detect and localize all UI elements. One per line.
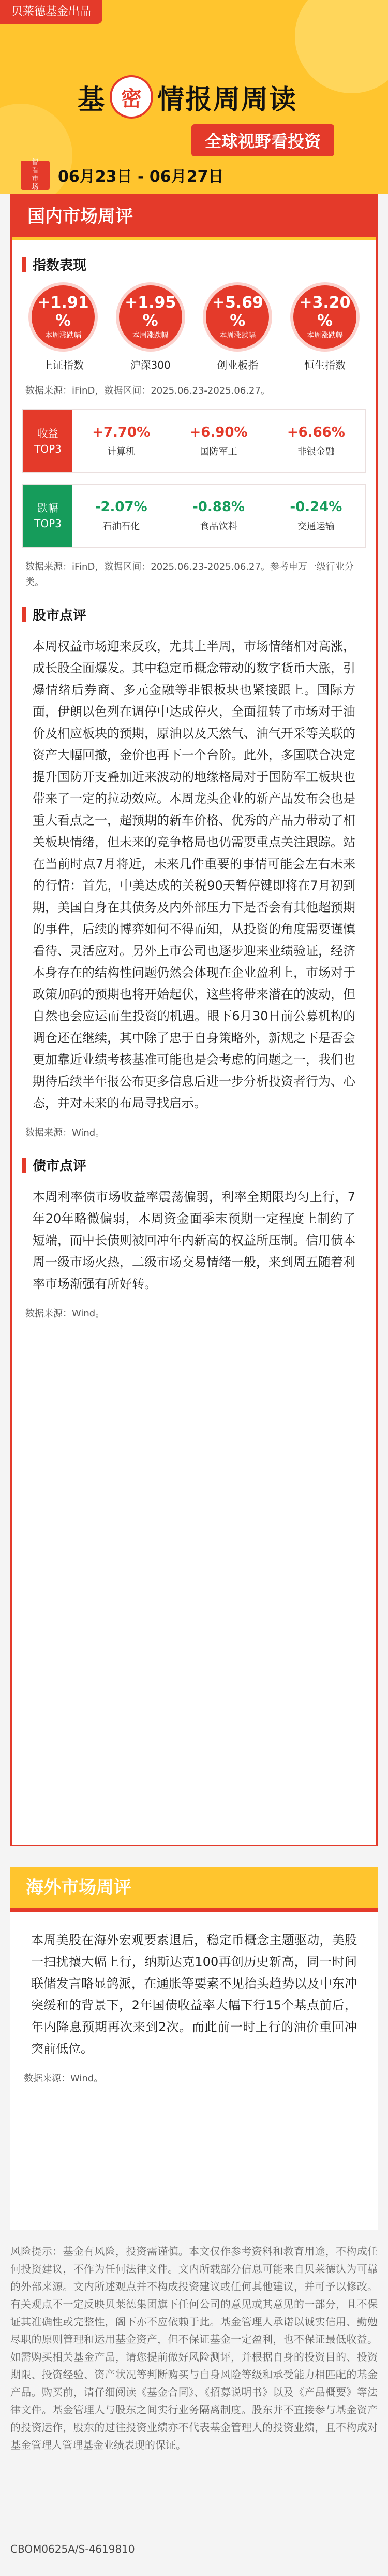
index-item (112, 285, 189, 372)
bond-review-label: 债市点评 (22, 1155, 376, 1175)
overseas-market-section (10, 1867, 378, 2230)
index-row (12, 274, 376, 372)
date-range: 06月23日 - 06月27日 (58, 168, 224, 186)
index-item (199, 285, 276, 372)
bond-source: 数据来源：Wind。 (25, 1308, 105, 1319)
rank-item: -0.88% 食品饮料 (192, 499, 245, 532)
gainers-box (22, 409, 366, 473)
index-circle: +3.20 % 本周涨跌幅 (293, 285, 356, 349)
rank-item: +6.66% 非银金融 (287, 425, 345, 457)
rank-item: +6.90% 国防军工 (189, 425, 248, 457)
rank-item: -2.07% 石油石化 (95, 499, 147, 532)
losers-box (22, 484, 366, 548)
index-circle: +1.95 % 本周涨跌幅 (119, 285, 182, 349)
overseas-review-text: 本周美股在海外宏观要素退后，稳定币概念主题驱动，美股一扫扰攘大幅上行，纳斯达克100再创历史新高，同一时间联储发言略显鸽派，在通胀等要素不见抬头趋势以及中东冲突缓和的背景下，2年国债收益率大幅下行15个基点前后，年内降息预期再次来到2次。而此前一时上行的油价重回冲突前低位。 (31, 1933, 357, 2056)
index-item (286, 285, 364, 372)
calendar-icon: 智 看 市 场 (21, 161, 50, 190)
index-section-label: 指数表现 (22, 255, 376, 274)
index-name: 恒生指数 (304, 359, 346, 371)
index-name: 上证指数 (42, 359, 84, 371)
stock-source: 数据来源：Wind。 (25, 1127, 105, 1138)
decorative-circle (295, 0, 388, 93)
stock-review-label: 股市点评 (22, 605, 376, 624)
header-banner (0, 0, 388, 194)
subtitle: 全球视野看投资 (191, 124, 334, 156)
risk-disclosure: 风险提示：基金有风险，投资需谨慎。本文仅作参考资料和教育用途，不构成任何投资建议，不作为任何法律文件。文内所载部分信息可能来自贝莱德认为可靠的外部来源。文内所述观点并不构成投资建议或任何其他建议，并可予以修改。有关观点不一定反映贝莱德集团旗下任何公司的意见或其意见的一部分，且不保证其准确性或完整性，阁下亦不应依赖于此。基金管理人承诺以诚实信用、勤勉尽职的原则管理和运用基金资产，但不保证基金一定盈利，也不保证最低收益。如需购买相关基金产品，请您提前做好风险测评，并根据自身的投资目的、投资期限、投资经验、资产状况等判断购买与自身风险等级和承受能力相匹配的基金产品。购买前，请仔细阅读《基金合同》、《招募说明书》以及《产品概要》等法律文件。基金管理人与股东之间实行业务隔离制度。股东并不直接参与基金资产的投资运作，股东的过往投资业绩亦不代表基金管理人的投资业绩，且不构成对基金管理人管理基金业绩表现的保证。 (10, 2245, 378, 2451)
title-badge: 密 (110, 75, 153, 119)
index-source: 数据来源：iFinD，数据区间：2025.06.23-2025.06.27。 (25, 385, 270, 396)
stock-review-text: 本周权益市场迎来反攻，尤其上半周，市场情绪相对高涨，成长股全面爆发。其中稳定币概念带动的数字货币大涨，引爆情绪后券商、多元金融等非银板块也紧接跟上。国际方面，伊朗以色列在调停中达成停火，全面扭转了市场对于油价及相应板块的预期，原油以及天然气、油气开采等关联的资产大幅回撤，金价也再下一个台阶。此外，多国联合决定提升国防开支叠加近来波动的地缘格局对于国防军工板块也带来了一定的拉动效应。本周龙头企业的新产品发布会也是重大看点之一，超预期的新车价格、优秀的产品力带动了相关板块情绪，但未来的竞争格局也仍需要重点关注跟踪。站在当前时点7月将近，未来几件重要的事情可能会左右未来的行情：首先，中美达成的关税90天暂停键即将在7月初到期，美国自身在其债务及内外部压力下是否会有其他超预期的事件，后续的博弈如何不得而知，从投资的角度需要谨慎看待、灵活应对。另外上市公司也逐步迎来业绩验证，经济本身存在的结构性问题仍然会体现在企业盈利上，市场对于政策加码的预期也将开始起伏，这些将带来潜在的波动，但自然也会应运而生投资的机遇。眼下6月30日前公募机构的调仓还在继续，其中除了忠于自身策略外，新规之下是否会更加靠近业绩考核基准可能也是会考虑的问题之一，我们也期待后续半年报公布更多信息后进一步分析投资者行为、心态，并对未来的布局寻找启示。 (33, 639, 355, 1110)
page-title (78, 75, 297, 119)
index-circle: +1.91 % 本周涨跌幅 (32, 285, 95, 349)
losers-label: 跌幅 TOP3 (23, 485, 72, 547)
overseas-source: 数据来源：Wind。 (24, 2073, 103, 2084)
section-title: 国内市场周评 (12, 196, 376, 240)
bond-review-text: 本周利率债市场收益率震荡偏弱，利率全期限均匀上行，7年20年略微偏弱，本周资金面季末预期一定程度上制约了短端，而中长债则被回冲年内新高的权益所压制。信用债本周一级市场火热，二级市场交易情绪一般，来到周五随着利率市场渐强有所好转。 (33, 1190, 355, 1291)
title-part-2: 情报周周读 (157, 84, 297, 115)
index-name: 创业板指 (217, 359, 259, 371)
date-row (21, 158, 224, 191)
rank-item: +7.70% 计算机 (92, 425, 151, 457)
rank-item: -0.24% 交通运输 (290, 499, 342, 532)
losers-list (72, 485, 365, 547)
gainers-list (72, 410, 365, 472)
index-name: 沪深300 (130, 359, 171, 371)
compliance-code: CBOM0625A/S-4619810 (10, 2543, 135, 2555)
gainers-label: 收益 TOP3 (23, 410, 72, 472)
section-title: 海外市场周评 (10, 1867, 378, 1912)
index-item (24, 285, 102, 372)
publisher-tag: 贝莱德基金出品 (0, 0, 102, 24)
rank-source: 数据来源：iFinD，数据区间：2025.06.23-2025.06.27。参考申万一级行业分类。 (25, 561, 354, 588)
title-part-1: 基 (78, 84, 106, 115)
domestic-market-section (10, 194, 378, 1846)
index-circle: +5.69 % 本周涨跌幅 (206, 285, 269, 349)
